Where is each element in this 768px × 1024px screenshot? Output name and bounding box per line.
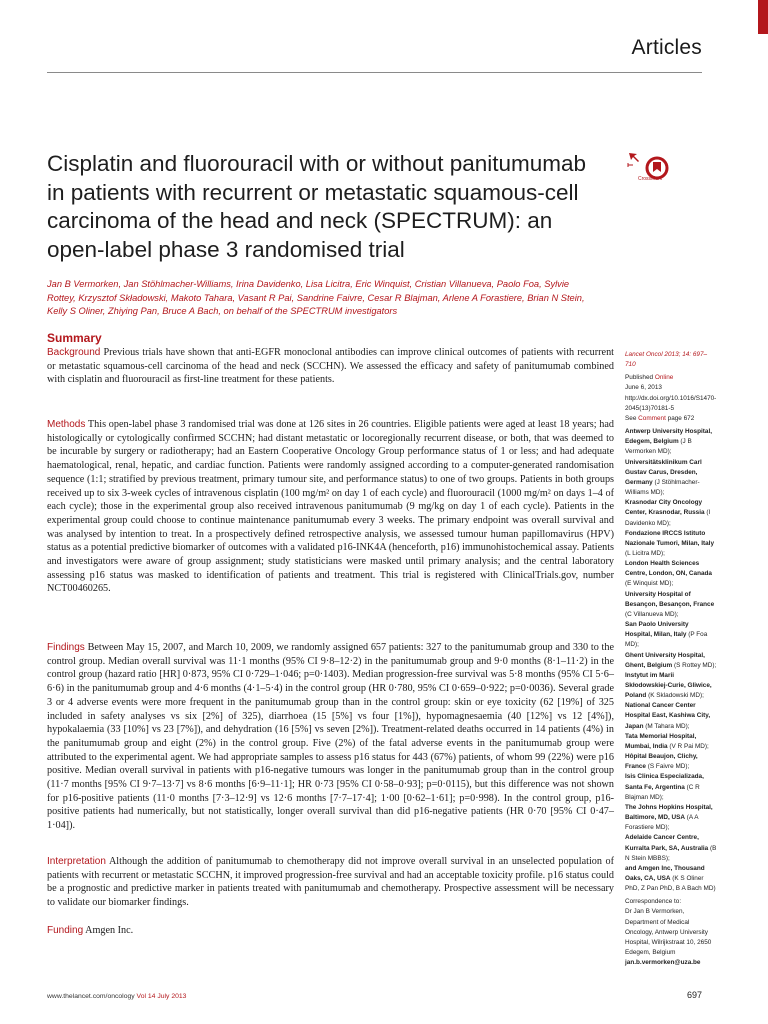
affiliation-item: London Health Sciences Centre, London, ON, Canada (E Winquist MD); [625, 560, 712, 588]
background-text: Previous trials have shown that anti-EGFR monoclonal antibodies can improve clinical outcomes of patients with recurrent or metastatic squamous-cell carcinoma of the head and neck (SCCHN). We assessed the efficacy and safety of panitumumab combined with cisplatin and fluorouracil as first-line treatment for these patients. [47, 347, 614, 386]
journal-citation: Lancet Oncol 2013; 14: 697–710 [625, 351, 708, 369]
see-suffix: page 672 [667, 414, 695, 422]
published-online-link[interactable]: Online [654, 374, 674, 382]
findings-label: Findings [47, 642, 85, 653]
see-prefix: See [625, 414, 637, 422]
affiliation-item: Hôpital Beaujon, Clichy, France (S Faivre MD); [625, 753, 698, 771]
affiliation-item: National Cancer Center Hospital East, Kashiwa City, Japan (M Tahara MD); [625, 702, 711, 730]
affiliation-item: Adelaide Cancer Centre, Kurralta Park, SA, Australia (B N Stein MBBS); [625, 834, 717, 862]
affiliation-item: Ghent University Hospital, Ghent, Belgium (S Rottey MD); [625, 651, 717, 669]
summary-heading: Summary [47, 331, 102, 345]
crossmark-logo-icon [625, 151, 675, 191]
abstract-findings [47, 641, 614, 833]
abstract-methods [47, 418, 614, 596]
correspondence-email[interactable]: jan.b.vermorken@uza.be [625, 959, 701, 967]
affiliation-item: Fondazione IRCCS Istituto Nazionale Tumori, Milan, Italy (L Licitra MD); [625, 529, 715, 557]
published-label: Published [625, 374, 654, 382]
abstract-interpretation [47, 855, 614, 910]
header-divider [47, 72, 702, 73]
affiliation-item: Isis Clinica Especializada, Santa Fe, Argentina (C R Blajman MD); [625, 773, 704, 801]
affiliation-item: Krasnodar City Oncology Center, Krasnodar, Russia (I Davidenko MD); [625, 499, 711, 527]
comment-link[interactable]: Comment [638, 414, 666, 422]
crossmark-label: CrossMark [638, 176, 663, 182]
footer-issue: July 2013 [157, 993, 187, 1000]
affiliation-item: San Paolo University Hospital, Milan, Italy (P Foa MD); [625, 621, 708, 649]
footer-site-link[interactable]: www.thelancet.com/oncology [47, 993, 135, 1000]
affiliation-item: and Amgen Inc, Thousand Oaks, CA, USA (K S Oliner PhD, Z Pan PhD, B A Bach MD) [625, 864, 716, 893]
affiliation-item: The Johns Hopkins Hospital, Baltimore, MD, USA (A A Forastiere MD); [625, 803, 713, 832]
page-footer [47, 993, 186, 1000]
abstract-background [47, 346, 614, 387]
affiliation-item: Antwerp University Hospital, Edegem, Belgium (J B Vermorken MD); [625, 428, 713, 456]
methods-label: Methods [47, 419, 86, 430]
doi-link[interactable]: http://dx.doi.org/10.1016/S1470-2045(13)70181-5 [625, 394, 717, 412]
see-comment-line [625, 414, 717, 424]
background-label: Background [47, 347, 101, 358]
affiliation-item: Instytut im Marii Skłodowskiej-Curie, Gliwice, Poland (K Skladowski MD); [625, 671, 712, 700]
affiliation-item: University Hospital of Besançon, Besançon, France (C Villanueva MD); [625, 590, 715, 618]
correspondence-address: Dr Jan B Vermorken, Department of Medical Oncology, Antwerp University Hospital, Wilrijkstraat 10, 2650 Edegem, Belgium [625, 908, 712, 957]
author-list: Jan B Vermorken, Jan Stöhlmacher-Williams, Irina Davidenko, Lisa Licitra, Eric Winquist, Cristian Villanueva, Paolo Foa, Sylvie Rottey, Krzysztof Składowski, Makoto Tahara, Vasant R Pai, Sandrine Faivre, Cesar R Blajman, Arlene A Forastiere, Brian N Stein, Kelly S Oliner, Zhiying Pan, Bruce A Bach, on behalf of the SPECTRUM investigators [47, 279, 585, 317]
published-line [625, 373, 717, 383]
article-sidebar [625, 350, 717, 968]
abstract-funding [47, 924, 614, 938]
page-number: 697 [686, 990, 702, 1000]
findings-text: Between May 15, 2007, and March 10, 2009, we randomly assigned 657 patients: 327 to the panitumumab group and 330 to the control group. Median overall survival was 11·1 months (95% CI 9·8–12·2) in the panitumumab group and 9·0 months (8·1–11·2) in the control group (hazard ratio [HR] 0·873, 95% CI 0·729–1·046; p=0·1403). Median progression-free survival was 5·8 months (95% CI 5·6–6·6) in the panitumumab group and 4·6 months (4·1–5·4) in the control group (HR 0·780, 95% CI 0·659–0·922; p=0·0036). Several grade 3 or 4 adverse events were more frequent in the panitumumab group than in the control group: skin or eye toxicity (62 [19%] of 325 included in safety analyses vs six [2%] of 325), diarrhoea (15 [5%] vs four [1%]), hypomagnesaemia (40 [12%] vs 12 [4%]), hypokalaemia (33 [10%] vs 23 [7%]), and dehydration (16 [5%] vs seven [2%]). Treatment-related deaths occurred in 14 patients (4%) in the panitumumab group and eight (2%) in the control group. Five (2%) of the fatal adverse events in the panitumumab group were attributed to the experimental agent. We had appropriate samples to assess p16 status for 443 (67%) patients, of whom 99 (22%) were p16 positive. Median overall survival in patients with p16-negative tumours was longer in the panitumumab group than in the control group (11·7 months [95% CI 9·7–13·7] vs 8·6 months [6·9–11·1]; HR 0·73 [95% CI 0·58–0·93]; p=0·0115), but this difference was not shown for p16-positive patients (11·0 months [7·3–12·9] vs 12·6 months [7·7–17·4]; 1·00 [0·62–1·61]; p=0·998). In the control group, p16-positive patients had numerically, but not statistically, longer overall survival than did p16-negative patients (HR 0·70 [95% CI 0·47–1·04]). [47, 642, 615, 832]
correspondence-label: Correspondence to: [625, 898, 682, 906]
corner-color-flag [758, 0, 768, 34]
funding-label: Funding [47, 925, 84, 936]
article-title: Cisplatin and fluorouracil with or without panitumumab in patients with recurrent or metastatic squamous-cell carcinoma of the head and neck (SPECTRUM): an open-label phase 3 randomised trial [47, 151, 587, 262]
funding-text: Amgen Inc. [85, 925, 134, 936]
published-date: June 6, 2013 [625, 384, 662, 392]
methods-text: This open-label phase 3 randomised trial was done at 126 sites in 26 countries. Eligible patients were aged at least 18 years; had histologically or cytologically confirmed SCCHN; had distant metastatic or locoregionally recurrent disease, or both, that was deemed to be incurable by surgery or radiotherapy; had an Eastern Cooperative Oncology Group performance status of 1 or less; and had adequate haematological, renal, hepatic, and cardiac function. Patients were randomly assigned according to a computer-generated randomisation sequence (1:1; stratified by previous treatment, primary tumour site, and performance status) to one of two groups. Patients in both groups received up to six 3-week cycles of intravenous cisplatin (100 mg/m² on day 1 of each cycle) and fluorouracil (1000 mg/m² on days 1–4 of each cycle); those in the experimental group also received intravenous panitumumab (9 mg/kg on day 1 of each cycle). Patients in the experimental group could choose to continue maintenance panitumumab every 3 weeks. The primary endpoint was overall survival and was analysed by intention to treat. In a prospectively defined retrospective analysis, we assessed tumour human papillomavirus (HPV) status as a potential predictive biomarker of outcomes with a validated p16-INK4A (henceforth, p16) immunohistochemical assay. Patients and investigators were aware of group assignment; study statisticians were masked until primary analysis; and the central laboratory assessing p16 status was masked to identification of patients and treatment. This trial is registered with ClinicalTrials.gov, number NCT00460265. [47, 419, 614, 595]
affiliation-list [625, 427, 717, 894]
affiliation-item: Tata Memorial Hospital, Mumbai, India (V R Pai MD); [625, 732, 709, 750]
interpretation-text: Although the addition of panitumumab to chemotherapy did not improve overall survival in an unselected population of patients with recurrent or metastatic SCCHN, it improved progression-free survival and had an acceptable toxicity profile. p16 status could be a prognostic and predictive marker in patients treated with panitumumab and chemotherapy. Prospective assessment will be necessary to validate our biomarker findings. [47, 856, 615, 909]
interpretation-label: Interpretation [47, 856, 106, 867]
crossmark-icon[interactable] [625, 151, 675, 191]
footer-volume: Vol 14 [136, 993, 156, 1000]
section-header: Articles [631, 36, 702, 59]
affiliation-item: Universitätsklinikum Carl Gustav Carus, Dresden, Germany (J Stöhlmacher-Williams MD); [625, 458, 702, 497]
